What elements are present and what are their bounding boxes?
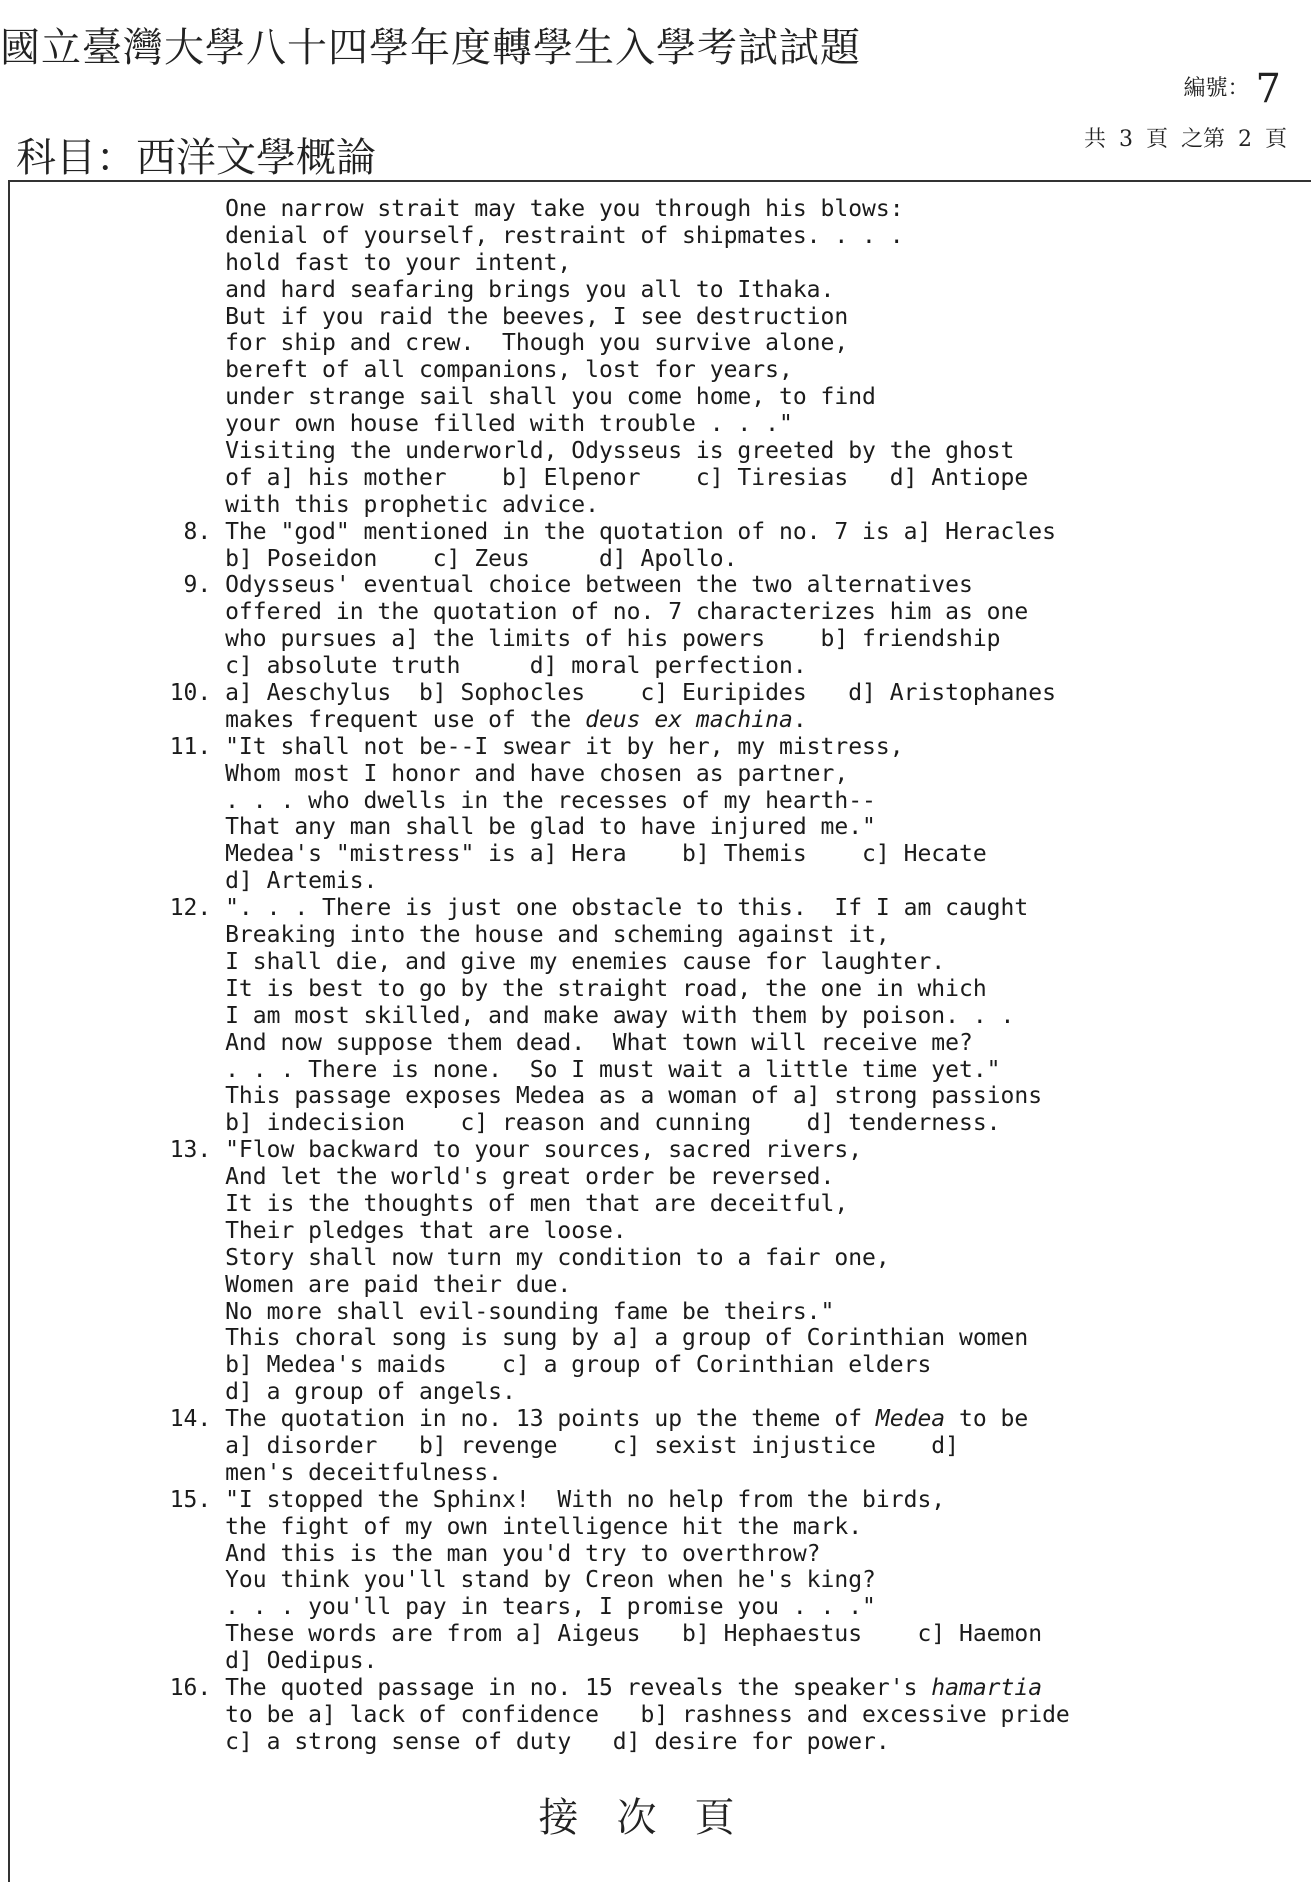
text-line: to be a] lack of confidence b] rashness and excessive pride [142, 1701, 1070, 1728]
text-line: the fight of my own intelligence hit the mark. [142, 1513, 863, 1540]
text-line: 15. "I stopped the Sphinx! With no help from the birds, [142, 1486, 946, 1513]
text-line: Breaking into the house and scheming against it, [142, 922, 890, 949]
text-line: who pursues a] the limits of his powers b] friendship [142, 626, 1001, 653]
text-line: a] disorder b] revenge c] sexist injustice d] [142, 1432, 959, 1459]
exam-questions [142, 196, 1292, 1756]
text-line: It is best to go by the straight road, the one in which [142, 975, 987, 1002]
text-line: Whom most I honor and have chosen as partner, [142, 760, 849, 787]
italic-term: hamartia [931, 1674, 1043, 1701]
text-line: b] Medea's maids c] a group of Corinthian elders [142, 1352, 932, 1379]
text-line: d] Oedipus. [142, 1648, 378, 1675]
text-line: And let the world's great order be reversed. [142, 1164, 835, 1191]
text-line: . . . There is none. So I must wait a little time yet." [142, 1056, 1001, 1083]
text-line: Women are paid their due. [142, 1271, 572, 1298]
text-line: It is the thoughts of men that are deceitful, [142, 1190, 849, 1217]
text-line: This choral song is sung by a] a group of Corinthian women [142, 1325, 1029, 1352]
exam-number-value: 7 [1255, 66, 1281, 112]
exam-number-label: 編號： [1183, 76, 1250, 101]
text-line: This passage exposes Medea as a woman of a] strong passions [142, 1083, 1043, 1110]
text-line: with this prophetic advice. [142, 491, 599, 518]
text-line: makes frequent use of the deus ex machina. [142, 706, 807, 733]
continued-next-page: 接次頁 [538, 1795, 773, 1841]
text-line: 11. "It shall not be--I swear it by her, my mistress, [142, 733, 904, 760]
text-line: 9. Odysseus' eventual choice between the two alternatives [142, 572, 973, 599]
text-line: No more shall evil-sounding fame be theirs." [142, 1298, 835, 1325]
text-line: d] Artemis. [142, 868, 378, 895]
italic-term: deus ex machina [585, 706, 793, 733]
text-line: 12. ". . . There is just one obstacle to this. If I am caught [142, 895, 1029, 922]
text-line: 14. The quotation in no. 13 points up the theme of Medea to be [142, 1406, 1029, 1433]
text-line: bereft of all companions, lost for years, [142, 357, 793, 384]
text-line: of a] his mother b] Elpenor c] Tiresias d] Antiope [142, 464, 1029, 491]
text-line: I shall die, and give my enemies cause for laughter. [142, 948, 946, 975]
text-line: I am most skilled, and make away with them by poison. . . [142, 1002, 1015, 1029]
exam-number [1184, 66, 1281, 112]
text-line: Visiting the underworld, Odysseus is greeted by the ghost [142, 438, 1015, 465]
text-line: 10. a] Aeschylus b] Sophocles c] Euripides d] Aristophanes [142, 680, 1056, 707]
text-line: . . . who dwells in the recesses of my hearth-- [142, 787, 876, 814]
text-line: . . . you'll pay in tears, I promise you . . ." [142, 1594, 876, 1621]
exam-title: 國立臺灣大學八十四學年度轉學生入學考試試題 [0, 25, 861, 71]
text-line: 16. The quoted passage in no. 15 reveals the speaker's hamartia [142, 1674, 1043, 1701]
text-line: You think you'll stand by Creon when he's king? [142, 1567, 876, 1594]
text-line: These words are from a] Aigeus b] Hephaestus c] Haemon [142, 1621, 1043, 1648]
text-line: b] Poseidon c] Zeus d] Apollo. [142, 545, 738, 572]
text-line: Their pledges that are loose. [142, 1217, 627, 1244]
text-line: But if you raid the beeves, I see destruction [142, 303, 849, 330]
text-line: And now suppose them dead. What town will receive me? [142, 1029, 973, 1056]
text-line: One narrow strait may take you through his blows: [142, 196, 904, 222]
text-line: b] indecision c] reason and cunning d] tenderness. [142, 1110, 1001, 1137]
text-line: 13. "Flow backward to your sources, sacred rivers, [142, 1137, 863, 1164]
text-line: c] a strong sense of duty d] desire for power. [142, 1728, 890, 1755]
text-line: Medea's "mistress" is a] Hera b] Themis c] Hecate [142, 841, 987, 868]
text-line: That any man shall be glad to have injured me." [142, 814, 876, 841]
text-line: c] absolute truth d] moral perfection. [142, 653, 807, 680]
text-line: d] a group of angels. [142, 1379, 516, 1406]
text-line: And this is the man you'd try to overthrow? [142, 1540, 821, 1567]
text-line: hold fast to your intent, [142, 249, 572, 276]
text-line: 8. The "god" mentioned in the quotation of no. 7 is a] Heracles [142, 518, 1056, 545]
text-line: offered in the quotation of no. 7 characterizes him as one [142, 599, 1029, 626]
text-line: men's deceitfulness. [142, 1459, 503, 1486]
text-line: under strange sail shall you come home, to find [142, 384, 876, 411]
text-line: for ship and crew. Though you survive alone, [142, 330, 849, 357]
text-line: your own house filled with trouble . . ." [142, 411, 793, 438]
text-line: and hard seafaring brings you all to Ithaka. [142, 276, 835, 303]
page-count: 共 3 頁 之第 2 頁 [1084, 127, 1287, 152]
italic-term: Medea [875, 1406, 946, 1433]
subject-line: 科目：西洋文學概論 [16, 135, 376, 181]
text-line: denial of yourself, restraint of shipmates. . . . [142, 222, 904, 249]
text-line: Story shall now turn my condition to a fair one, [142, 1244, 890, 1271]
